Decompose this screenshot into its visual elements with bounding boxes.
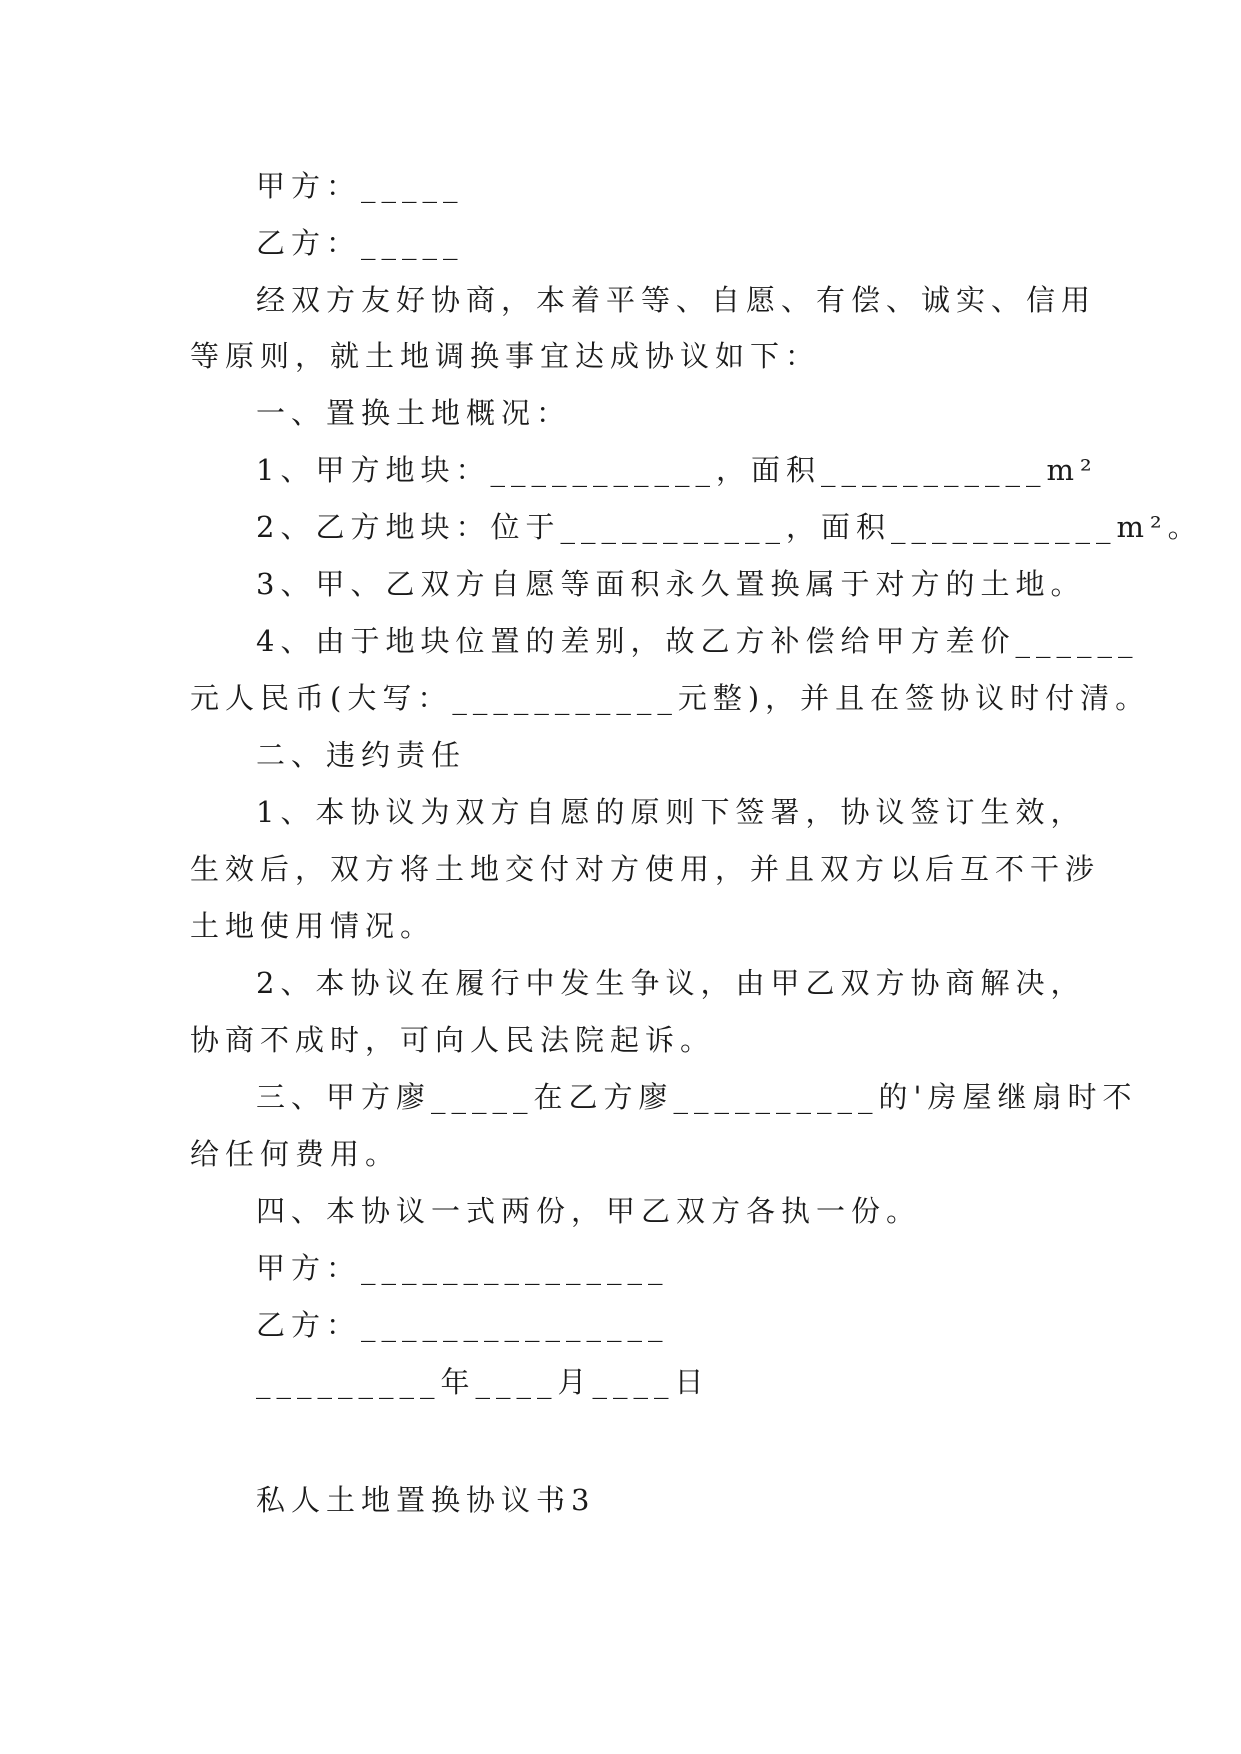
party-b-line: 乙方：_____: [256, 226, 464, 260]
clause-2-2-line-1: 2、本协议在履行中发生争议，由甲乙双方协商解决，: [256, 966, 1086, 1000]
intro-paragraph-line-1: 经双方友好协商，本着平等、自愿、有偿、诚实、信用: [256, 283, 1097, 317]
intro-paragraph-line-2: 等原则，就土地调换事宜达成协议如下：: [190, 339, 821, 373]
clause-2-1-line-2: 生效后，双方将土地交付对方使用，并且双方以后互不干涉: [190, 852, 1101, 886]
clause-1-1: 1、甲方地块：___________，面积___________m²: [256, 453, 1098, 487]
section-3-line-2: 给任何费用。: [190, 1137, 401, 1171]
signature-date: _________年____月____日: [256, 1365, 710, 1399]
clause-2-1-line-3: 土地使用情况。: [190, 909, 436, 943]
section-3-line-1: 三、甲方廖_____在乙方廖__________的'房屋继扇时不: [256, 1080, 1138, 1114]
clause-1-2: 2、乙方地块：位于___________，面积___________m²。: [256, 510, 1203, 544]
signature-party-a: 甲方：_______________: [256, 1251, 669, 1285]
clause-2-2-line-2: 协商不成时，可向人民法院起诉。: [190, 1023, 716, 1057]
clause-1-4-line-1: 4、由于地块位置的差别，故乙方补偿给甲方差价______: [256, 624, 1139, 658]
clause-2-1-line-1: 1、本协议为双方自愿的原则下签署，协议签订生效，: [256, 795, 1086, 829]
clause-1-4-line-2: 元人民币(大写：___________元整)，并且在签协议时付清。: [190, 681, 1151, 715]
next-document-title: 私人土地置换协议书3: [256, 1483, 596, 1517]
section-4: 四、本协议一式两份，甲乙双方各执一份。: [256, 1194, 922, 1228]
section-2-heading: 二、违约责任: [256, 738, 467, 772]
section-1-heading: 一、置换土地概况：: [256, 396, 572, 430]
clause-1-3: 3、甲、乙双方自愿等面积永久置换属于对方的土地。: [256, 567, 1086, 601]
signature-party-b: 乙方：_______________: [256, 1308, 669, 1342]
party-a-line: 甲方：_____: [256, 169, 464, 203]
